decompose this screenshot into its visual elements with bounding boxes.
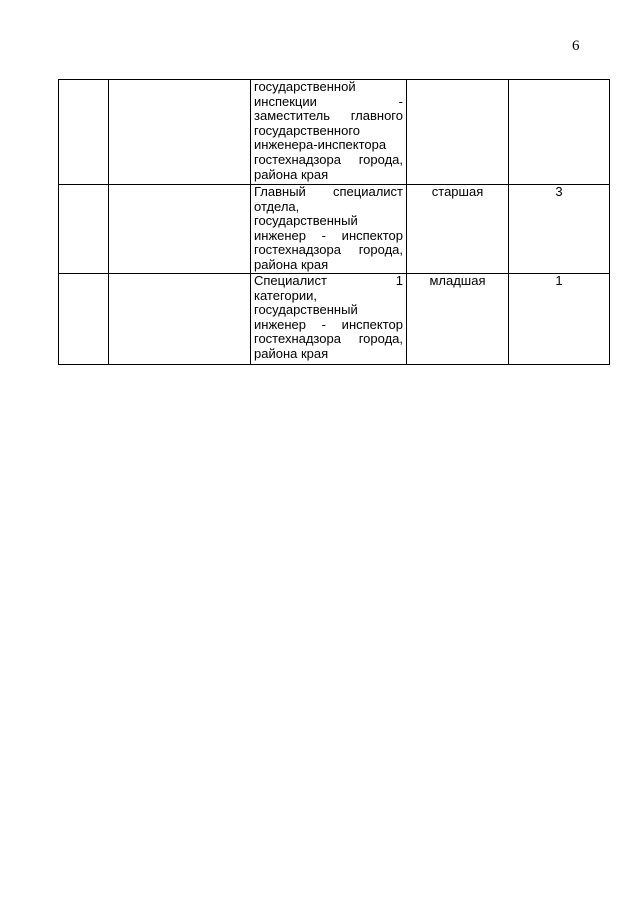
table-cell-empty (109, 274, 251, 365)
position-line: Главный специалист (254, 184, 403, 199)
position-line: инженер - инспектор (254, 316, 403, 332)
position-title-cell (251, 185, 407, 274)
position-title-cell (251, 80, 407, 185)
position-line: района края (254, 345, 329, 361)
position-line: района края (254, 256, 329, 272)
qualification-group-cell: старшая (407, 185, 509, 274)
position-line: гостехнадзора города, (254, 242, 403, 258)
staff-count-cell: 1 (509, 274, 610, 365)
staff-positions-table (58, 79, 610, 365)
position-line: государственного (254, 122, 361, 138)
table-row (59, 80, 610, 185)
staff-count-cell (509, 80, 610, 185)
position-line: государственный (254, 302, 358, 318)
position-line: района края (254, 166, 329, 182)
position-line: гостехнадзора города, (254, 151, 403, 167)
table-cell-empty (109, 185, 251, 274)
position-line: государственный (254, 213, 358, 229)
position-line: отдела, (254, 198, 300, 214)
table-cell-empty (109, 80, 251, 185)
position-line: инженер - инспектор (254, 227, 403, 243)
table-cell-empty (59, 274, 109, 365)
table-row (59, 274, 610, 365)
table-cell-empty (59, 185, 109, 274)
table-row (59, 185, 610, 274)
position-line: инспекции - (254, 93, 403, 109)
qualification-group-cell: младшая (407, 274, 509, 365)
position-line: Специалист 1 (254, 273, 403, 288)
position-line: заместитель главного (254, 108, 403, 124)
table-cell-empty (59, 80, 109, 185)
page-number: 6 (572, 38, 580, 54)
position-title-cell (251, 274, 407, 365)
position-line: гостехнадзора города, (254, 331, 403, 347)
qualification-group-cell (407, 80, 509, 185)
staff-count-cell: 3 (509, 185, 610, 274)
position-line: государственной (254, 79, 356, 94)
position-line: инженера-инспектора (254, 137, 387, 153)
position-line: категории, (254, 287, 318, 303)
